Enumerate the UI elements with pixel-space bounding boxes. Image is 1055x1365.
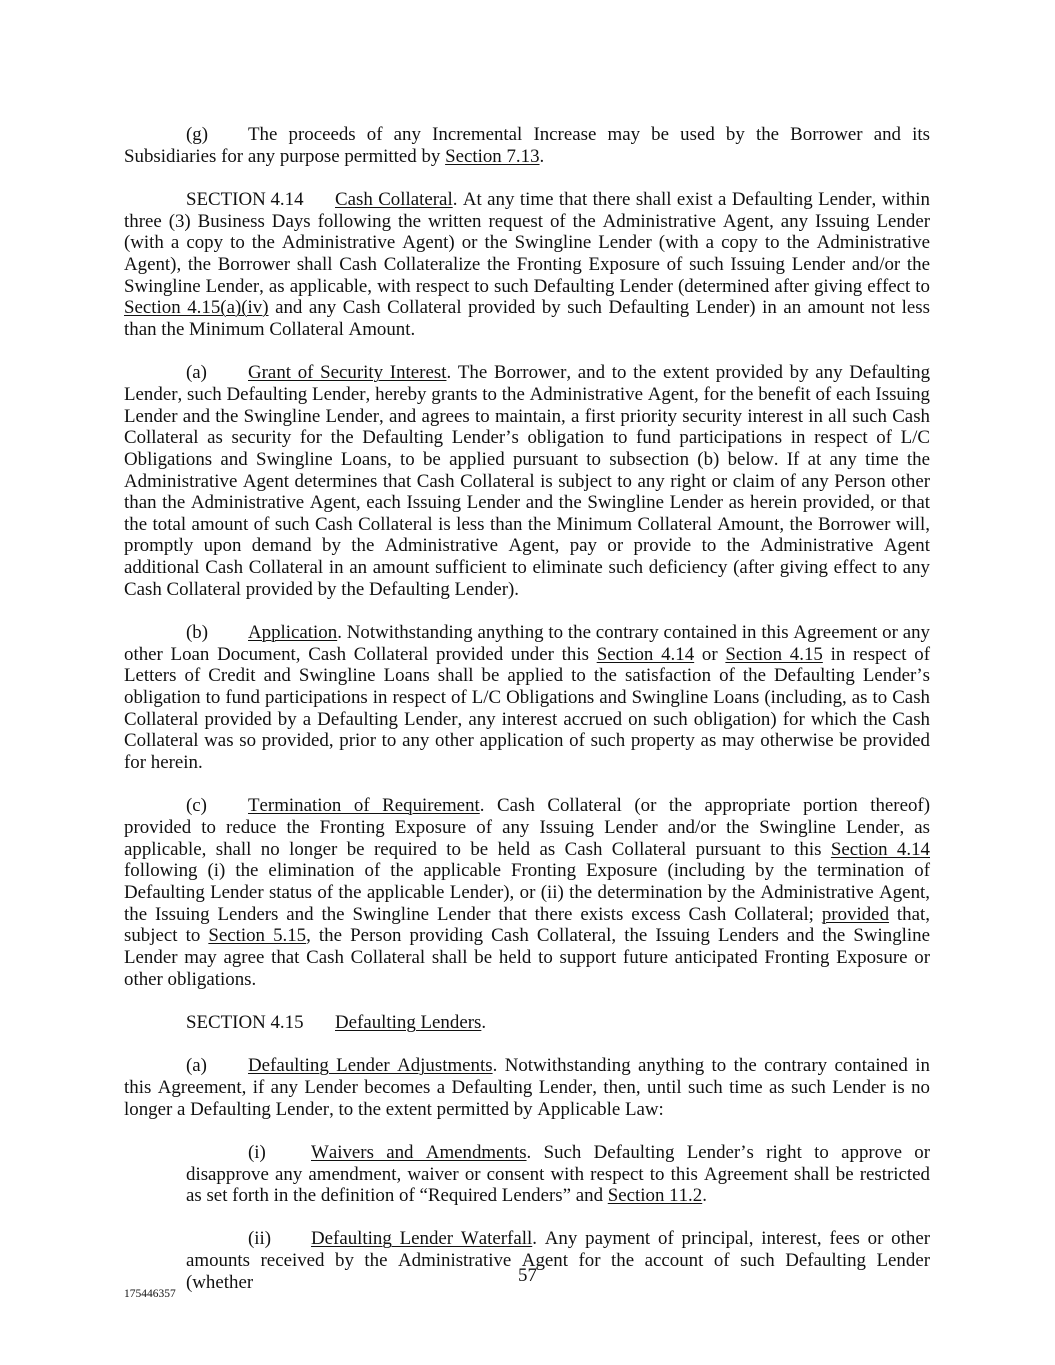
- paragraph-text: . The Borrower, and to the extent provided by any Defaulting Lender, such Defaulting Lender, hereby grants to the Administrative Agent, for the benefit of each Issuing Lender and the Swingline Lender, and agrees to maintain, a first priority security interest in all such Cash Collateral as security for the Defaulting Lender’s obligation to fund participations in respect of L/C Obligations and Swingline Loans, to be applied pursuant to subsection (b) below. If at any time the Administrative Agent determines that Cash Collateral is subject to any right or claim of any Person other than the Administrative Agent, each Issuing Lender and the Swingline Lender as herein provided, or that the total amount of such Cash Collateral is less than the Minimum Collateral Amount, the Borrower will, promptly upon demand by the Administrative Agent, pay or provide to the Administrative Agent additional Cash Collateral in an amount sufficient to eliminate such deficiency (after giving effect to any Cash Collateral provided by the Defaulting Lender).: [124, 362, 931, 600]
- section-4-15: [124, 1012, 930, 1034]
- item-label: (ii): [248, 1228, 272, 1250]
- paragraph-text: and any Cash Collateral provided by such Defaulting Lender) in an amount not less than the Minimum Collateral Amount.: [124, 297, 931, 340]
- paragraph-text: following (i) the elimination of the applicable Fronting Exposure (including by the termination of Defaulting Lender status of the applicable Lender), or (ii) the determination by the Administrative Agent, the Issuing Lenders and the Swingline Lender that there exists excess Cash Collateral;: [124, 860, 930, 925]
- cross-reference: Section 4.14: [596, 643, 695, 665]
- subsection-heading: Grant of Security Interest: [248, 362, 447, 384]
- paragraph-text: .: [481, 1011, 487, 1033]
- paragraph-text: in respect of Letters of Credit and Swingline Loans shall be applied to the satisfaction of the Defaulting Lender’s obligation to fund participations in respect of L/C Obligations and Swingline Loans (including, as to Cash Collateral provided by a Defaulting Lender, any interest accrued on such obligation) for which the Cash Collateral was so provided, prior to any other application of such property as may otherwise be provided for herein.: [124, 643, 930, 774]
- section-4-14: [124, 189, 930, 341]
- paragraph-4-15-a: [124, 1055, 930, 1120]
- paragraph-text: . Notwithstanding anything to the contrary contained in this Agreement or any other Loan Document, Cash Collateral provided under this: [124, 622, 930, 665]
- item-label: (b): [186, 622, 209, 644]
- paragraph-4-15-a-i: [186, 1142, 930, 1207]
- paragraph-4-14-a: [124, 362, 930, 600]
- paragraph-text: or: [694, 643, 726, 665]
- cross-reference: Section 7.13: [445, 145, 540, 167]
- paragraph-text: . Cash Collateral (or the appropriate portion thereof) provided to reduce the Fronting Exposure of any Issuing Lender and/or the Swingline Lender, as applicable, shall no longer be required to be held as Cash Collateral pursuant to this: [124, 795, 930, 860]
- paragraph-4-14-c: [124, 795, 930, 990]
- paragraph-text: . At any time that there shall exist a Defaulting Lender, within three (3) Business Days following the written request of the Administrative Agent, any Issuing Lender (with a copy to the Administrative Agent) or the Swingline Lender (with a copy to the Administrative Agent), the Borrower shall Cash Collateralize the Fronting Exposure of such Issuing Lender and/or the Swingline Lender, as applicable, with respect to such Defaulting Lender (determined after giving effect to: [124, 188, 930, 297]
- cross-reference: Section 4.15: [725, 643, 823, 665]
- paragraph-text: . Any payment of principal, interest, fees or other amounts received by the Administrative Agent for the account of such Defaulting Lender (whether: [186, 1228, 930, 1293]
- paragraph-text: . Notwithstanding anything to the contrary contained in this Agreement, if any Lender becomes a Defaulting Lender, then, until such time as such Lender is no longer a Defaulting Lender, to the extent permitted by Applicable Law:: [124, 1055, 930, 1120]
- subsection-heading: Waivers and Amendments: [311, 1141, 527, 1163]
- document-id: 175446357: [124, 1288, 176, 1300]
- subsection-heading: Defaulting Lender Adjustments: [248, 1055, 493, 1077]
- paragraph-text: that, subject to: [124, 903, 930, 947]
- paragraph-text: . Such Defaulting Lender’s right to approve or disapprove any amendment, waiver or consent with respect to this Agreement shall be restricted as set forth in the definition of “Required Lenders” and: [186, 1141, 930, 1207]
- paragraph-text: , the Person providing Cash Collateral, the Issuing Lenders and the Swingline Lender may agree that Cash Collateral shall be held to support future anticipated Fronting Exposure or other obligations.: [124, 925, 930, 990]
- subsection-heading: Termination of Requirement: [248, 795, 480, 817]
- subsection-heading: Application: [248, 622, 338, 644]
- item-label: (c): [186, 795, 207, 817]
- section-number: SECTION 4.15: [186, 1011, 304, 1033]
- document-body: [124, 124, 930, 1315]
- subsection-heading: Defaulting Lender Waterfall: [311, 1228, 533, 1250]
- cross-reference: Section 5.15: [208, 925, 307, 947]
- item-label: (a): [186, 1055, 207, 1077]
- page-number: 57: [518, 1265, 537, 1286]
- item-label: (i): [248, 1141, 266, 1163]
- item-label: (a): [186, 362, 207, 384]
- cross-reference: Section 11.2: [607, 1185, 703, 1207]
- emphasized-term: provided: [821, 903, 890, 925]
- paragraph-text: .: [702, 1185, 707, 1207]
- paragraph-text: .: [539, 145, 545, 167]
- cross-reference: Section 4.14: [830, 838, 930, 860]
- section-heading: Cash Collateral: [335, 188, 453, 210]
- section-heading: Defaulting Lenders: [335, 1011, 482, 1033]
- paragraph-text: The proceeds of any Incremental Increase may be used by the Borrower and its Subsidiaries for any purpose permitted by: [124, 124, 930, 167]
- paragraph-4-14-b: [124, 622, 930, 774]
- cross-reference: Section 4.15(a)(iv): [124, 297, 269, 319]
- item-label: (g): [186, 124, 209, 145]
- section-number: SECTION 4.14: [186, 188, 304, 210]
- paragraph-4-13-g: [124, 124, 930, 167]
